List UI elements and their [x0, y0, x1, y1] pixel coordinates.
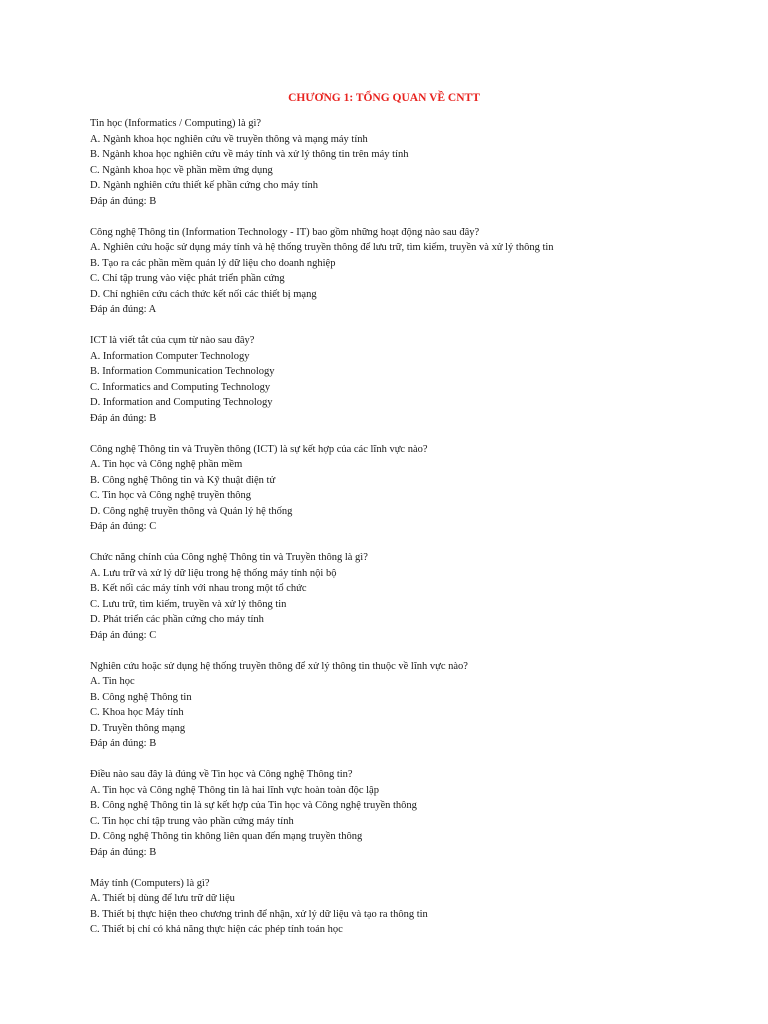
question-block [90, 225, 750, 318]
answer-option: B. Công nghệ Thông tin là sự kết hợp của Tin học và Công nghệ truyền thông [90, 800, 417, 811]
answer-option: A. Tin học và Công nghệ Thông tin là hai lĩnh vực hoàn toàn độc lập [90, 784, 379, 796]
answer-option: B. Ngành khoa học nghiên cứu về máy tính và xử lý thông tin trên máy tính [90, 149, 409, 160]
question-block [90, 333, 750, 426]
question-list [90, 116, 750, 953]
answer-option: B. Kết nối các máy tính với nhau trong một tổ chức [90, 583, 307, 594]
correct-answer: Đáp án đúng: B [90, 195, 157, 207]
answer-option: D. Truyền thông mạng [90, 722, 186, 734]
answer-option: C. Informatics and Computing Technology [90, 381, 271, 393]
answer-option: C. Lưu trữ, tìm kiếm, truyền và xử lý thông tin [90, 598, 287, 610]
answer-option: A. Ngành khoa học nghiên cứu về truyền thông và mạng máy tính [90, 133, 368, 145]
answer-option: B. Tạo ra các phần mềm quản lý dữ liệu cho doanh nghiệp [90, 257, 336, 269]
answer-option: D. Information and Computing Technology [90, 397, 273, 408]
question-block [90, 442, 750, 535]
answer-option: D. Ngành nghiên cứu thiết kế phần cứng cho máy tính [90, 180, 319, 191]
answer-option: D. Công nghệ truyền thông và Quản lý hệ thống [90, 505, 293, 517]
correct-answer: Đáp án đúng: C [90, 521, 157, 532]
chapter-title: CHƯƠNG 1: TỔNG QUAN VỀ CNTT [288, 92, 480, 104]
answer-option: A. Lưu trữ và xử lý dữ liệu trong hệ thống máy tính nội bộ [90, 567, 337, 579]
answer-option: B. Công nghệ Thông tin [90, 691, 192, 703]
answer-option: C. Khoa học Máy tính [90, 707, 184, 718]
answer-option: C. Chỉ tập trung vào việc phát triển phần cứng [90, 273, 285, 284]
answer-option: C. Tin học chỉ tập trung vào phần cứng máy tính [90, 815, 294, 827]
answer-option: B. Công nghệ Thông tin và Kỹ thuật điện tử [90, 474, 276, 486]
answer-option: C. Ngành khoa học về phần mềm ứng dụng [90, 164, 273, 176]
question-text: ICT là viết tắt của cụm từ nào sau đây? [90, 335, 255, 346]
question-text: Điều nào sau đây là đúng về Tin học và Công nghệ Thông tin? [90, 769, 353, 780]
answer-option: C. Thiết bị chỉ có khả năng thực hiện các phép tính toán học [90, 924, 343, 935]
question-text: Máy tính (Computers) là gì? [90, 877, 210, 889]
question-text: Tin học (Informatics / Computing) là gì? [90, 118, 262, 129]
question-block [90, 876, 750, 938]
question-block [90, 767, 750, 860]
answer-option: A. Tin học [90, 676, 135, 687]
answer-option: C. Tin học và Công nghệ truyền thông [90, 490, 252, 501]
answer-option: B. Information Communication Technology [90, 366, 275, 377]
correct-answer: Đáp án đúng: C [90, 629, 157, 641]
correct-answer: Đáp án đúng: B [90, 738, 157, 749]
correct-answer: Đáp án đúng: B [90, 412, 157, 424]
answer-option: D. Phát triển các phần cứng cho máy tính [90, 614, 264, 625]
answer-option: D. Công nghệ Thông tin không liên quan đến mạng truyền thông [90, 831, 363, 842]
answer-option: D. Chỉ nghiên cứu cách thức kết nối các thiết bị mạng [90, 288, 317, 300]
question-text: Công nghệ Thông tin và Truyền thông (ICT) là sự kết hợp của các lĩnh vực nào? [90, 443, 428, 455]
correct-answer: Đáp án đúng: A [90, 304, 157, 315]
answer-option: A. Thiết bị dùng để lưu trữ dữ liệu [90, 893, 235, 904]
question-block [90, 550, 750, 643]
question-text: Nghiên cứu hoặc sử dụng hệ thống truyền thông để xử lý thông tin thuộc về lĩnh vực nào? [90, 660, 468, 672]
question-text: Công nghệ Thông tin (Information Technology - IT) bao gồm những hoạt động nào sau đây? [90, 226, 480, 238]
question-block [90, 659, 750, 752]
answer-option: A. Information Computer Technology [90, 350, 250, 362]
answer-option: A. Tin học và Công nghệ phần mềm [90, 459, 243, 470]
question-text: Chức năng chính của Công nghệ Thông tin và Truyền thông là gì? [90, 552, 368, 563]
answer-option: B. Thiết bị thực hiện theo chương trình để nhận, xử lý dữ liệu và tạo ra thông tin [90, 908, 428, 920]
answer-option: A. Nghiên cứu hoặc sử dụng máy tính và hệ thống truyền thông để lưu trữ, tìm kiếm, truyền và xử lý thông tin [90, 242, 554, 253]
correct-answer: Đáp án đúng: B [90, 846, 157, 858]
question-block [90, 116, 750, 209]
